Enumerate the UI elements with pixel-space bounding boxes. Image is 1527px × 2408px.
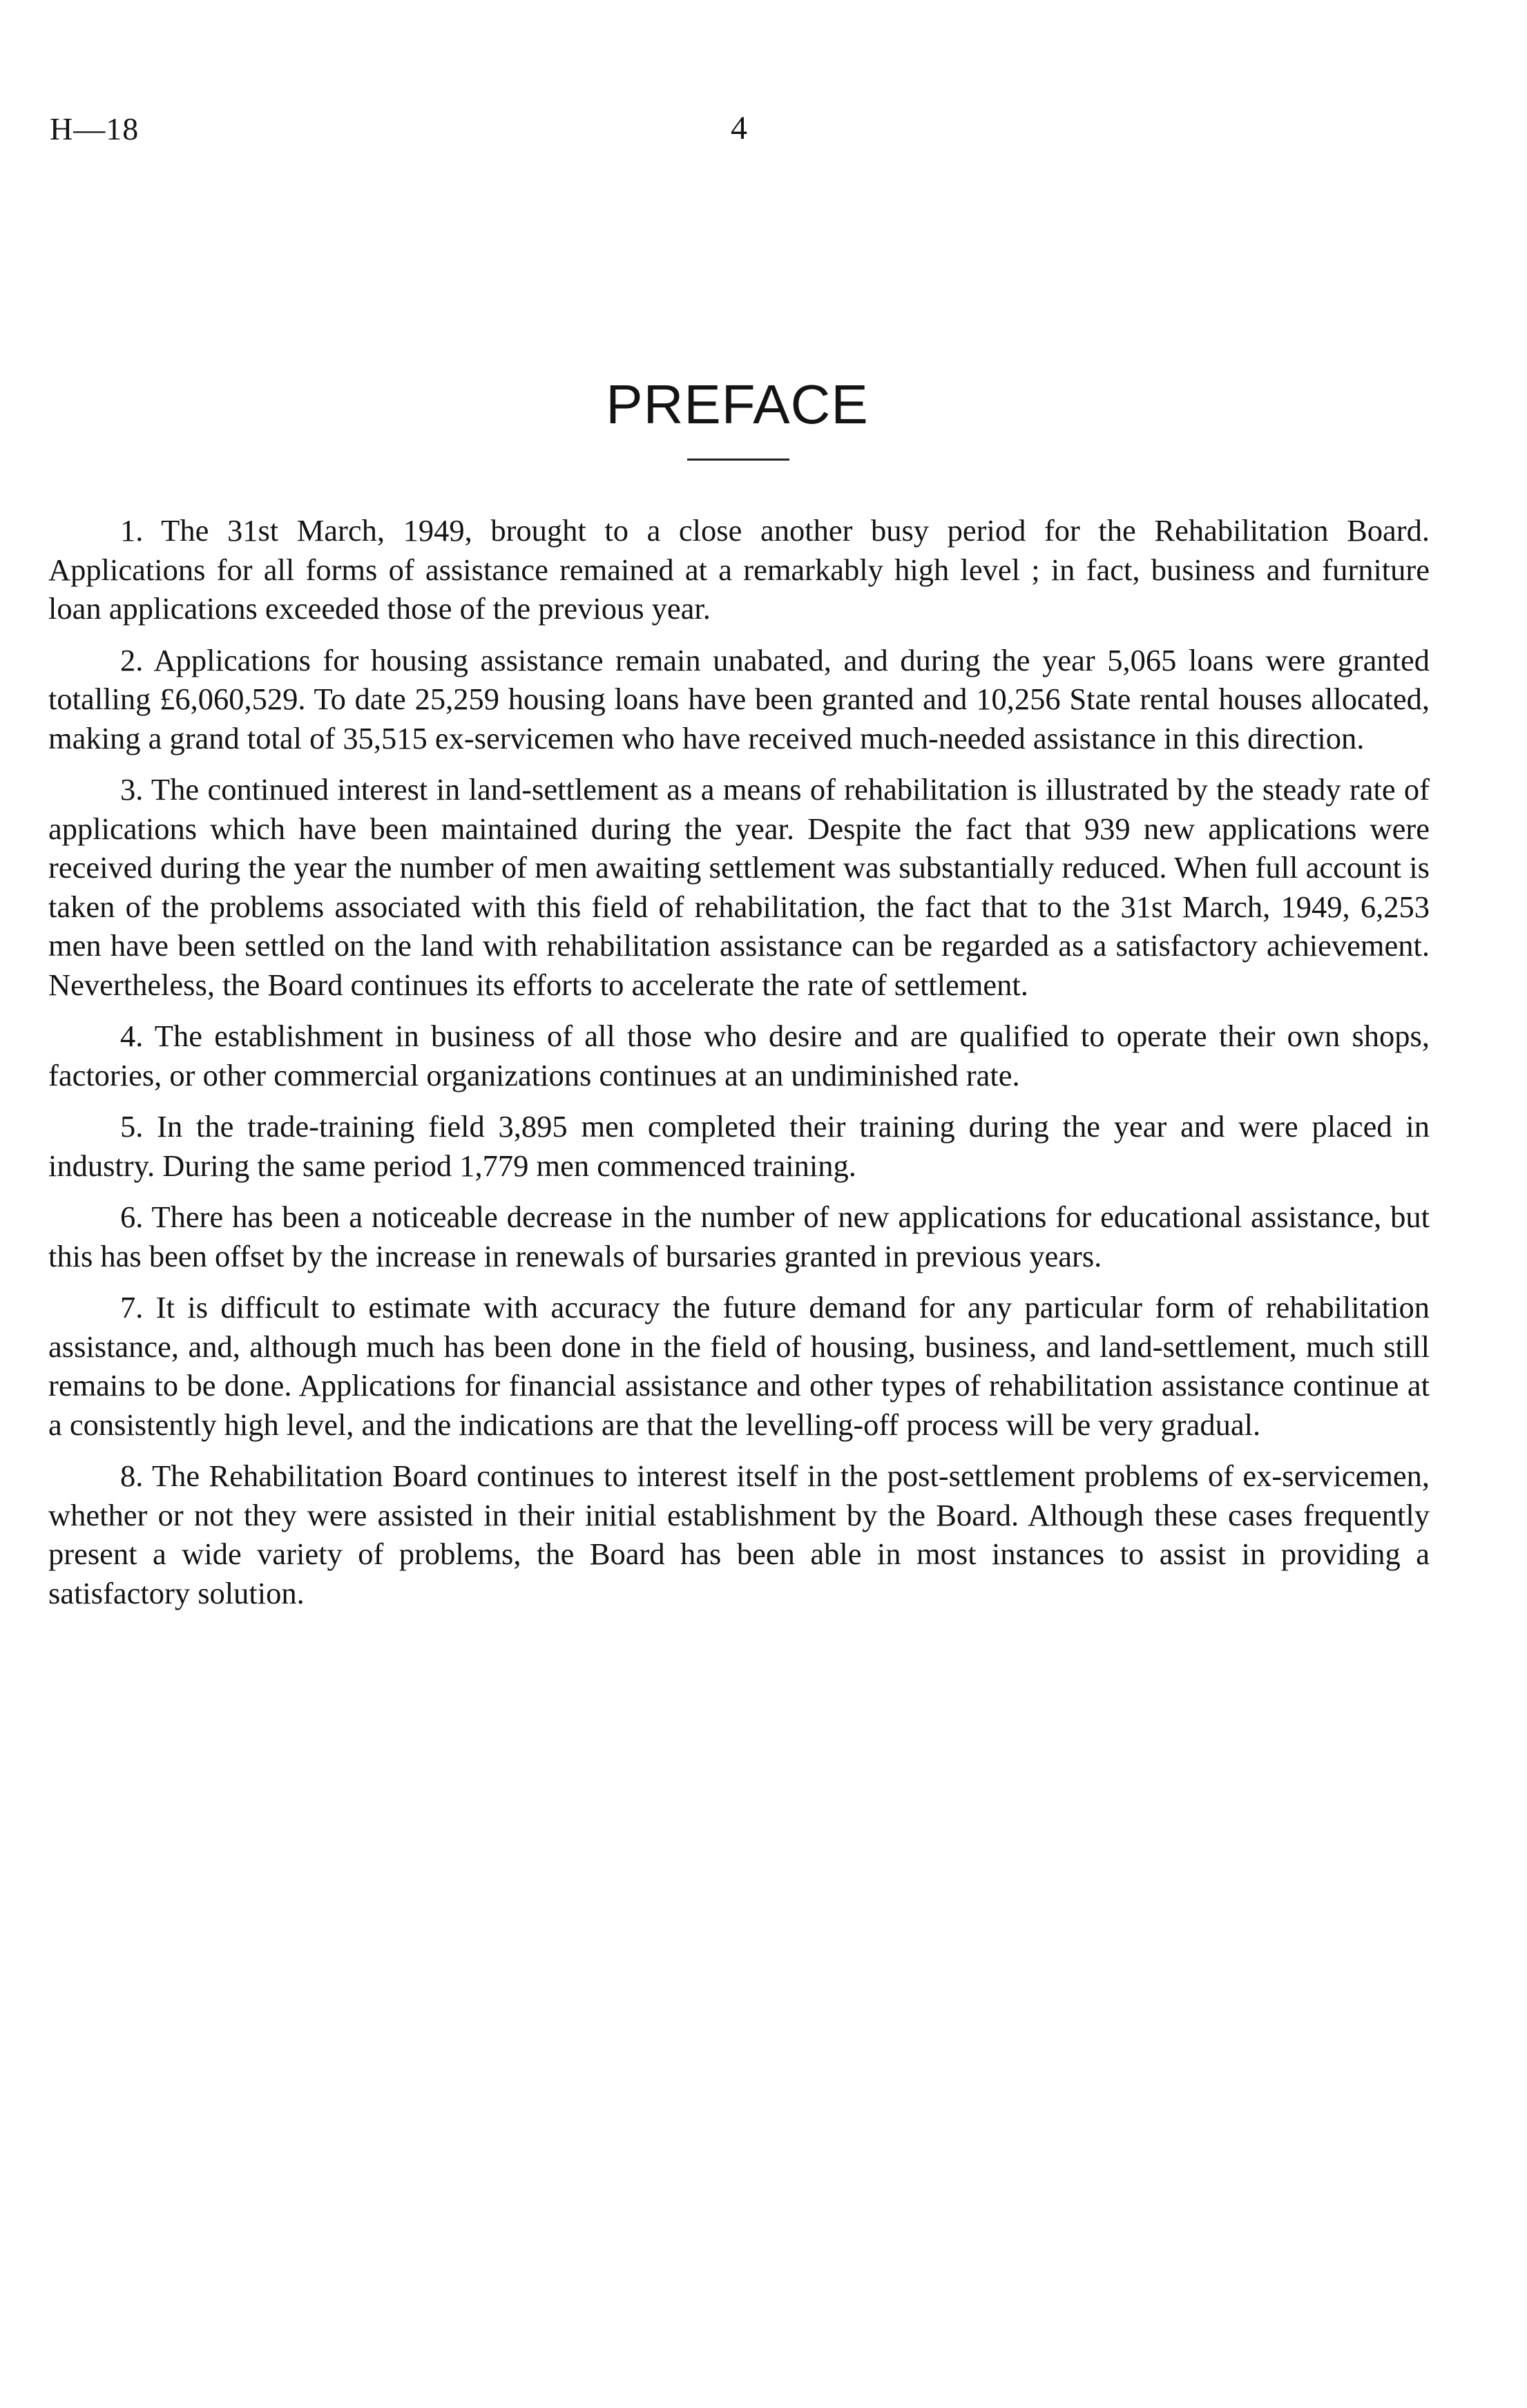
page-title: PREFACE [606, 374, 869, 435]
paragraph-6: 6. There has been a noticeable decrease in the number of new applications for educational assistance, but this has been offset by the increase in renewals of bursaries granted in previous years. [48, 1200, 1430, 1273]
page-reference: H—18 [50, 111, 140, 146]
paragraph-3: 3. The continued interest in land-settlement as a means of rehabilitation is illustrated by the steady rate of applications which have been maintained during the year. Despite the fact that 939 new applications were received during the year the number of men awaiting settlement was substantially reduced. When full account is taken of the problems associated with this field of rehabilitation, the fact that to the 31st March, 1949, 6,253 men have been settled on the land with rehabilitation assistance can be regarded as a satisfactory achievement. Nevertheless, the Board continues its efforts to accelerate the rate of settlement. [48, 772, 1430, 1002]
paragraph-1: 1. The 31st March, 1949, brought to a close another busy period for the Rehabilitation Board. Applications for all forms of assistance remained at a remarkably high level ; in fact, business and furniture loan applications exceeded those of the previous year. [48, 513, 1430, 626]
paragraph-5: 5. In the trade-training field 3,895 men completed their training during the year and were placed in industry. During the same period 1,779 men commenced training. [48, 1109, 1430, 1183]
paragraph-7: 7. It is difficult to estimate with accuracy the future demand for any particular form of rehabilitation assistance, and, although much has been done in the field of housing, business, and land-settlement, much still remains to be done. Applications for financial assistance and other types of rehabilitation assistance continue at a consistently high level, and the indications are that the levelling-off process will be very gradual. [48, 1290, 1430, 1442]
preface-body [48, 511, 1430, 1625]
paragraph-2: 2. Applications for housing assistance remain unabated, and during the year 5,065 loans were granted totalling £6,060,529. To date 25,259 housing loans have been granted and 10,256 State rental houses allocated, making a grand total of 35,515 ex-servicemen who have received much-needed assistance in this direction. [48, 642, 1430, 755]
title-underline-divider [687, 459, 789, 461]
paragraph-8: 8. The Rehabilitation Board continues to interest itself in the post-settlement problems of ex-servicemen, whether or not they were assisted in their initial establishment by the Board. Although these cases frequently present a wide variety of problems, the Board has been able in most instances to assist in providing a satisfactory solution. [48, 1458, 1430, 1610]
page-number: 4 [731, 110, 747, 146]
paragraph-4: 4. The establishment in business of all those who desire and are qualified to operate their own shops, factories, or other commercial organizations continues at an undiminished rate. [48, 1019, 1430, 1092]
